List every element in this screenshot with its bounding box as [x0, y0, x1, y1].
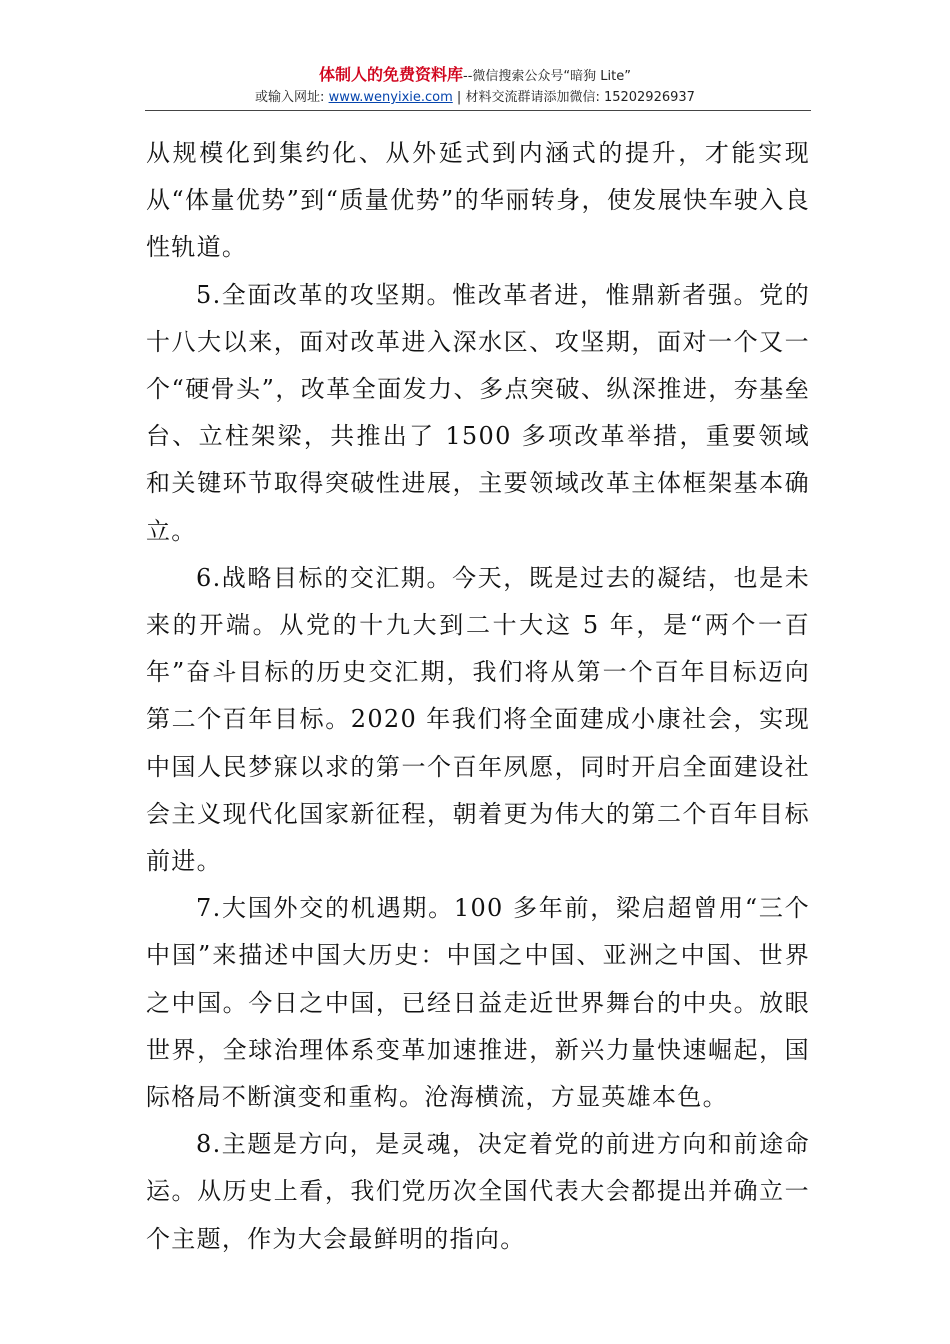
website-link[interactable]: www.wenyixie.com	[328, 90, 453, 105]
header-title-line	[0, 64, 950, 88]
document-body	[146, 130, 810, 1263]
wechat-tagline: --微信搜索公众号“暗狗 Lite”	[463, 69, 631, 84]
url-prefix: 或输入网址:	[255, 90, 329, 105]
header-separator: |	[452, 90, 466, 105]
contact-info: 材料交流群请添加微信: 15202926937	[465, 90, 695, 105]
paragraph-strategic-goals: 6.战略目标的交汇期。今天，既是过去的凝结，也是未来的开端。从党的十九大到二十大这 5 年，是“两个一百年”奋斗目标的历史交汇期，我们将从第一个百年目标迈向第二个百年目标。2020 年我们将全面建成小康社会，实现中国人民梦寐以求的第一个百年夙愿，同时开启全面建设社会主义现代化国家新征程，朝着更为伟大的第二个百年目标前进。	[146, 563, 810, 876]
paragraph-theme: 8.主题是方向，是灵魂，决定着党的前进方向和前途命运。从历史上看，我们党历次全国代表大会都提出并确立一个主题，作为大会最鲜明的指向。	[146, 1130, 810, 1253]
paragraph-diplomacy: 7.大国外交的机遇期。100 多年前，梁启超曾用“三个中国”来描述中国大历史：中国之中国、亚洲之中国、世界之中国。今日之中国，已经日益走近世界舞台的中央。放眼世界，全球治理体系变革加速推进，新兴力量快速崛起，国际格局不断演变和重构。沧海横流，方显英雄本色。	[146, 894, 810, 1112]
header-divider	[145, 110, 811, 111]
page-header	[0, 64, 950, 108]
brand-title: 体制人的免费资料库	[319, 65, 464, 84]
paragraph-reform: 5.全面改革的攻坚期。惟改革者进，惟鼎新者强。党的十八大以来，面对改革进入深水区、攻坚期，面对一个又一个“硬骨头”，改革全面发力、多点突破、纵深推进，夯基垒台、立柱架梁，共推出了 1500 多项改革举措，重要领域和关键环节取得突破性进展，主要领域改革主体框架基本确立。	[146, 280, 810, 545]
paragraph-continuation: 从规模化到集约化、从外延式到内涵式的提升，才能实现从“体量优势”到“质量优势”的华丽转身，使发展快车驶入良性轨道。	[146, 139, 810, 262]
header-contact-line	[0, 88, 950, 108]
